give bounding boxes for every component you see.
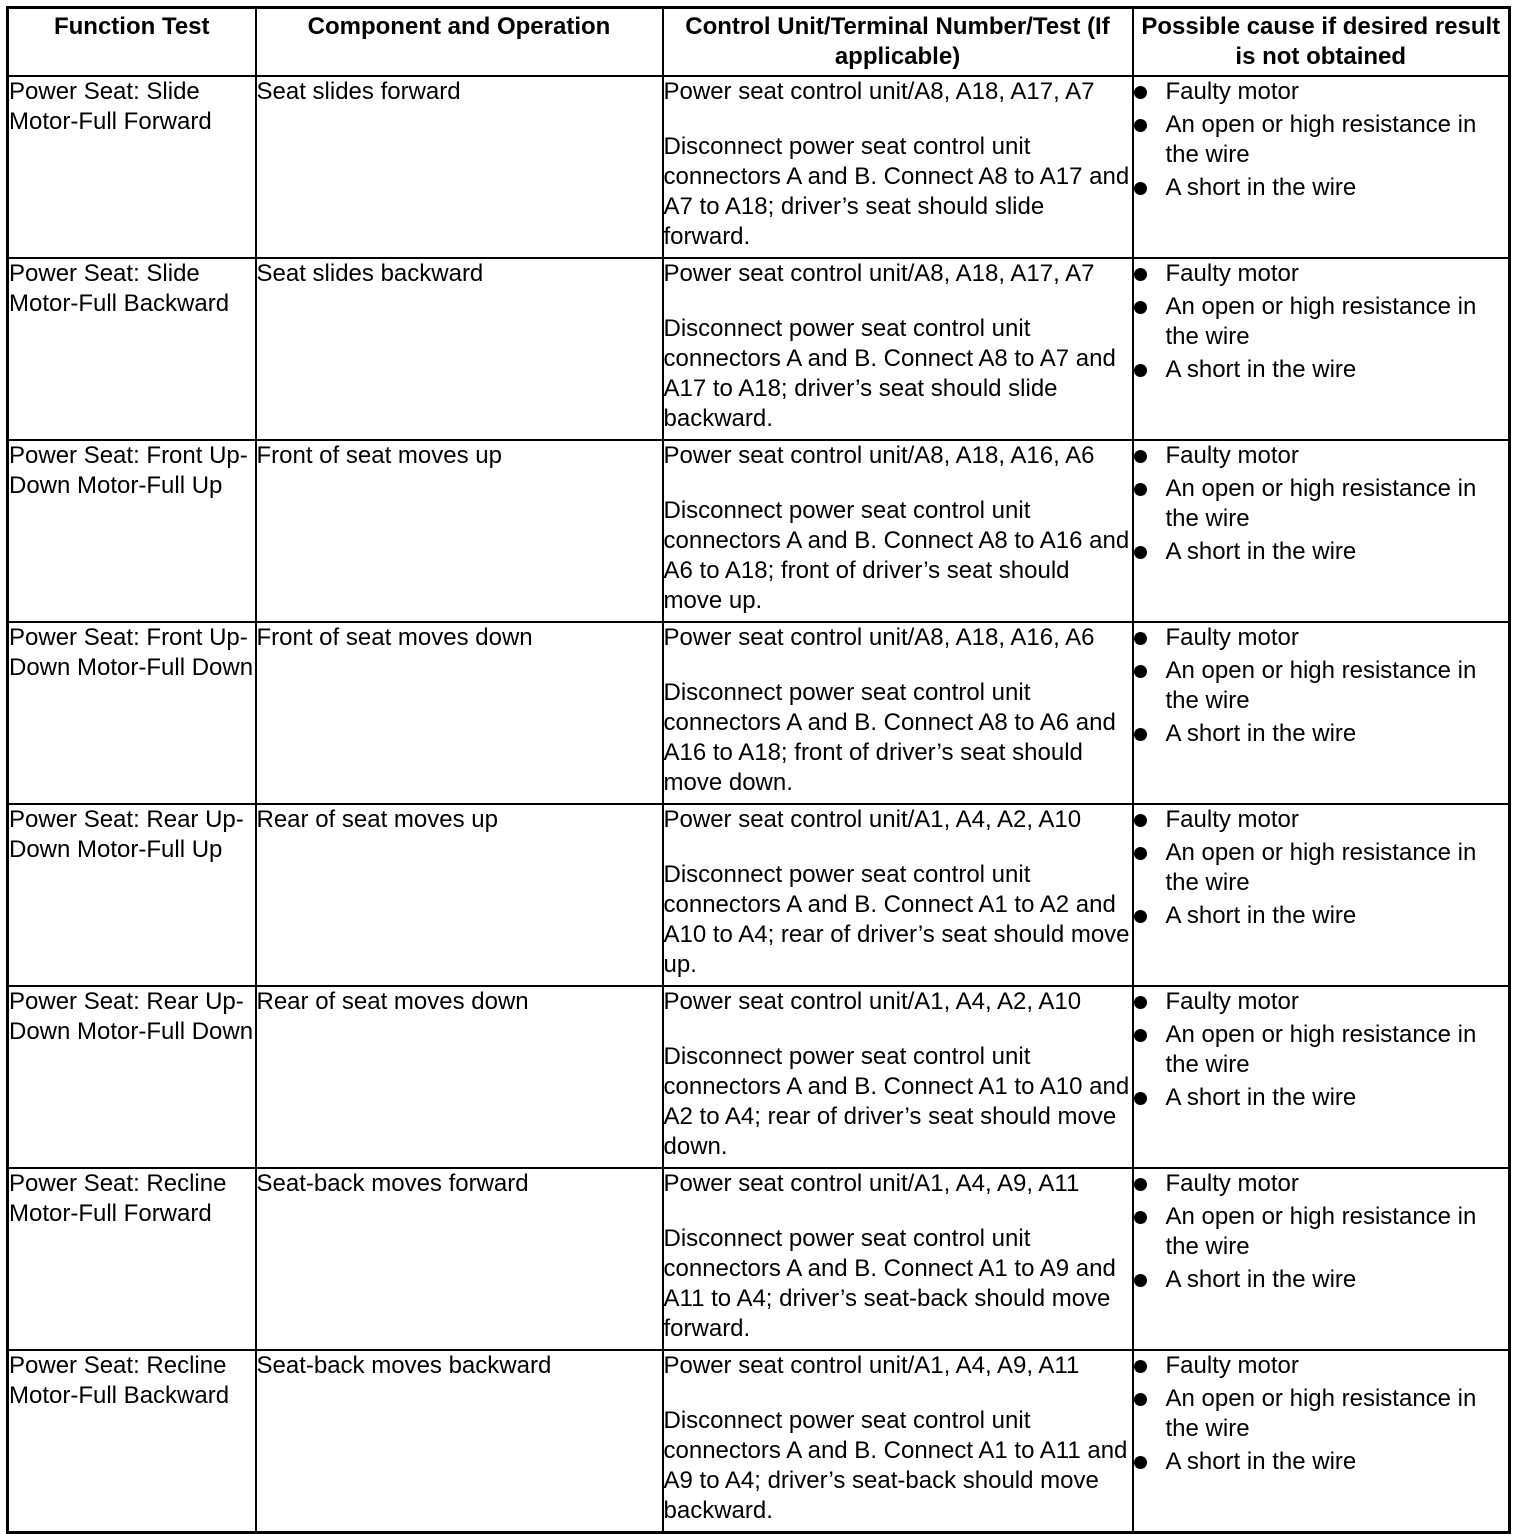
header-function-test: Function Test xyxy=(8,8,256,77)
bullet-icon xyxy=(1134,450,1147,463)
cause-text: An open or high resistance in the wire xyxy=(1165,475,1477,532)
bullet-icon xyxy=(1134,119,1147,132)
operation-cell: Seat-back moves backward xyxy=(256,1350,663,1533)
possible-cause-cell xyxy=(1133,1350,1510,1533)
bullet-icon xyxy=(1134,1274,1147,1287)
table-row xyxy=(8,804,1510,986)
cause-item xyxy=(1134,805,1509,835)
possible-cause-cell xyxy=(1133,76,1510,258)
table-body xyxy=(8,76,1510,1533)
cause-text: An open or high resistance in the wire xyxy=(1165,111,1477,168)
bullet-icon xyxy=(1134,1456,1147,1469)
terminal-numbers: Power seat control unit/A1, A4, A2, A10 xyxy=(663,988,1082,1015)
bullet-icon xyxy=(1134,1211,1147,1224)
terminal-numbers: Power seat control unit/A1, A4, A2, A10 xyxy=(663,806,1082,833)
terminal-cell xyxy=(663,1350,1133,1533)
test-instruction: Disconnect power seat control unit connectors A and B. Connect A1 to A2 and A10 to A4; rear of driver’s seat should move up. xyxy=(663,861,1130,978)
cause-item xyxy=(1134,1083,1509,1113)
bullet-icon xyxy=(1134,996,1147,1009)
possible-cause-cell xyxy=(1133,986,1510,1168)
cause-list xyxy=(1134,441,1509,567)
cause-item xyxy=(1134,1202,1509,1262)
bullet-icon xyxy=(1134,847,1147,860)
header-row xyxy=(8,8,1510,77)
test-instruction: Disconnect power seat control unit connectors A and B. Connect A8 to A16 and A6 to A18; front of driver’s seat should move up. xyxy=(663,497,1130,614)
cause-item xyxy=(1134,623,1509,653)
bullet-icon xyxy=(1134,182,1147,195)
cause-text: An open or high resistance in the wire xyxy=(1165,839,1477,896)
test-instruction: Disconnect power seat control unit connectors A and B. Connect A1 to A11 and A9 to A4; driver’s seat-back should move backward. xyxy=(663,1407,1128,1524)
table-row xyxy=(8,986,1510,1168)
cause-text: A short in the wire xyxy=(1165,538,1357,565)
terminal-cell xyxy=(663,622,1133,804)
cause-text: Faulty motor xyxy=(1165,624,1299,651)
bullet-icon xyxy=(1134,364,1147,377)
cause-item xyxy=(1134,901,1509,931)
cause-list xyxy=(1134,259,1509,385)
cause-item xyxy=(1134,838,1509,898)
possible-cause-cell xyxy=(1133,804,1510,986)
cause-list xyxy=(1134,1351,1509,1477)
terminal-cell xyxy=(663,440,1133,622)
terminal-numbers: Power seat control unit/A1, A4, A9, A11 xyxy=(663,1170,1080,1197)
cause-text: Faulty motor xyxy=(1165,442,1299,469)
bullet-icon xyxy=(1134,301,1147,314)
test-instruction: Disconnect power seat control unit connectors A and B. Connect A1 to A10 and A2 to A4; rear of driver’s seat should move down. xyxy=(663,1043,1130,1160)
cause-item xyxy=(1134,1265,1509,1295)
operation-cell: Seat slides forward xyxy=(256,76,663,258)
cause-item xyxy=(1134,474,1509,534)
terminal-cell xyxy=(663,804,1133,986)
bullet-icon xyxy=(1134,546,1147,559)
header-possible-cause: Possible cause if desired result is not obtained xyxy=(1133,8,1510,77)
cause-item xyxy=(1134,1384,1509,1444)
cause-list xyxy=(1134,623,1509,749)
cause-item xyxy=(1134,1351,1509,1381)
table-row xyxy=(8,258,1510,440)
cause-item xyxy=(1134,259,1509,289)
table-row xyxy=(8,1168,1510,1350)
possible-cause-cell xyxy=(1133,258,1510,440)
function-test-cell: Power Seat: Front Up-Down Motor-Full Down xyxy=(8,622,256,804)
operation-cell: Front of seat moves up xyxy=(256,440,663,622)
operation-cell: Seat-back moves forward xyxy=(256,1168,663,1350)
cause-text: An open or high resistance in the wire xyxy=(1165,293,1477,350)
bullet-icon xyxy=(1134,268,1147,281)
cause-item xyxy=(1134,110,1509,170)
header-control-unit-terminal: Control Unit/Terminal Number/Test (If applicable) xyxy=(663,8,1133,77)
cause-text: A short in the wire xyxy=(1165,1448,1357,1475)
cause-list xyxy=(1134,1169,1509,1295)
cause-item xyxy=(1134,355,1509,385)
table-row xyxy=(8,1350,1510,1533)
function-test-cell: Power Seat: Slide Motor-Full Backward xyxy=(8,258,256,440)
cause-text: Faulty motor xyxy=(1165,1352,1299,1379)
terminal-numbers: Power seat control unit/A8, A18, A17, A7 xyxy=(663,78,1095,105)
possible-cause-cell xyxy=(1133,622,1510,804)
test-instruction: Disconnect power seat control unit connectors A and B. Connect A1 to A9 and A11 to A4; driver’s seat-back should move forward. xyxy=(663,1225,1116,1342)
cause-text: An open or high resistance in the wire xyxy=(1165,657,1477,714)
cause-text: A short in the wire xyxy=(1165,1266,1357,1293)
cause-item xyxy=(1134,987,1509,1017)
bullet-icon xyxy=(1134,632,1147,645)
cause-item xyxy=(1134,292,1509,352)
cause-text: A short in the wire xyxy=(1165,356,1357,383)
bullet-icon xyxy=(1134,910,1147,923)
bullet-icon xyxy=(1134,1092,1147,1105)
cause-text: A short in the wire xyxy=(1165,902,1357,929)
terminal-cell xyxy=(663,76,1133,258)
bullet-icon xyxy=(1134,1178,1147,1191)
test-instruction: Disconnect power seat control unit connectors A and B. Connect A8 to A17 and A7 to A18; driver’s seat should slide forward. xyxy=(663,133,1130,250)
bullet-icon xyxy=(1134,483,1147,496)
cause-item xyxy=(1134,1020,1509,1080)
cause-list xyxy=(1134,77,1509,203)
bullet-icon xyxy=(1134,1393,1147,1406)
terminal-numbers: Power seat control unit/A8, A18, A16, A6 xyxy=(663,442,1095,469)
cause-text: Faulty motor xyxy=(1165,260,1299,287)
cause-text: A short in the wire xyxy=(1165,174,1357,201)
function-test-cell: Power Seat: Rear Up-Down Motor-Full Up xyxy=(8,804,256,986)
possible-cause-cell xyxy=(1133,1168,1510,1350)
operation-cell: Seat slides backward xyxy=(256,258,663,440)
cause-text: Faulty motor xyxy=(1165,78,1299,105)
bullet-icon xyxy=(1134,728,1147,741)
function-test-cell: Power Seat: Front Up-Down Motor-Full Up xyxy=(8,440,256,622)
cause-text: Faulty motor xyxy=(1165,988,1299,1015)
function-test-table xyxy=(6,6,1511,1534)
cause-text: Faulty motor xyxy=(1165,1170,1299,1197)
function-test-cell: Power Seat: Recline Motor-Full Forward xyxy=(8,1168,256,1350)
bullet-icon xyxy=(1134,814,1147,827)
test-instruction: Disconnect power seat control unit connectors A and B. Connect A8 to A6 and A16 to A18; front of driver’s seat should move down. xyxy=(663,679,1116,796)
cause-item xyxy=(1134,656,1509,716)
terminal-numbers: Power seat control unit/A8, A18, A16, A6 xyxy=(663,624,1095,651)
bullet-icon xyxy=(1134,86,1147,99)
cause-text: A short in the wire xyxy=(1165,720,1357,747)
possible-cause-cell xyxy=(1133,440,1510,622)
terminal-cell xyxy=(663,986,1133,1168)
terminal-cell xyxy=(663,1168,1133,1350)
terminal-numbers: Power seat control unit/A8, A18, A17, A7 xyxy=(663,260,1095,287)
table-row xyxy=(8,622,1510,804)
operation-cell: Rear of seat moves down xyxy=(256,986,663,1168)
header-component-operation: Component and Operation xyxy=(256,8,663,77)
table-row xyxy=(8,76,1510,258)
cause-text: Faulty motor xyxy=(1165,806,1299,833)
function-test-cell: Power Seat: Rear Up-Down Motor-Full Down xyxy=(8,986,256,1168)
test-instruction: Disconnect power seat control unit connectors A and B. Connect A8 to A7 and A17 to A18; driver’s seat should slide backward. xyxy=(663,315,1116,432)
operation-cell: Front of seat moves down xyxy=(256,622,663,804)
cause-list xyxy=(1134,987,1509,1113)
cause-item xyxy=(1134,173,1509,203)
bullet-icon xyxy=(1134,665,1147,678)
cause-item xyxy=(1134,441,1509,471)
operation-cell: Rear of seat moves up xyxy=(256,804,663,986)
cause-text: An open or high resistance in the wire xyxy=(1165,1021,1477,1078)
function-test-cell: Power Seat: Recline Motor-Full Backward xyxy=(8,1350,256,1533)
cause-item xyxy=(1134,719,1509,749)
terminal-cell xyxy=(663,258,1133,440)
cause-text: An open or high resistance in the wire xyxy=(1165,1203,1477,1260)
bullet-icon xyxy=(1134,1029,1147,1042)
cause-item xyxy=(1134,77,1509,107)
cause-text: A short in the wire xyxy=(1165,1084,1357,1111)
function-test-cell: Power Seat: Slide Motor-Full Forward xyxy=(8,76,256,258)
cause-item xyxy=(1134,1169,1509,1199)
terminal-numbers: Power seat control unit/A1, A4, A9, A11 xyxy=(663,1352,1080,1379)
cause-item xyxy=(1134,1447,1509,1477)
cause-text: An open or high resistance in the wire xyxy=(1165,1385,1477,1442)
table-row xyxy=(8,440,1510,622)
cause-item xyxy=(1134,537,1509,567)
bullet-icon xyxy=(1134,1360,1147,1373)
cause-list xyxy=(1134,805,1509,931)
